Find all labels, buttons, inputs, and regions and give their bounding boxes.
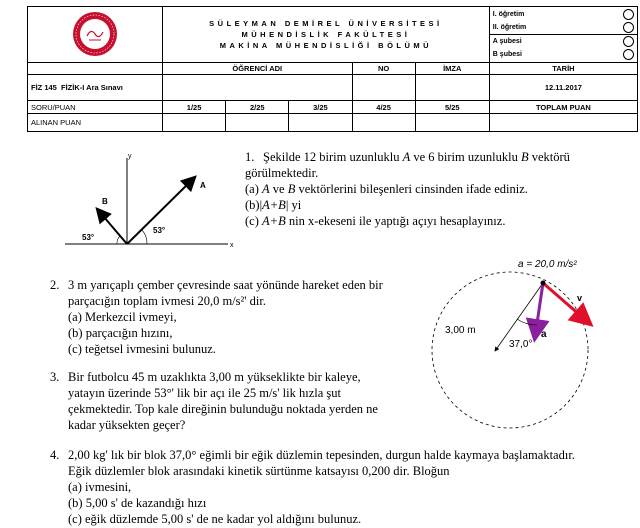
angle-label-right: 53° <box>153 226 166 235</box>
university-title <box>163 7 490 63</box>
department-name: MAKİNA MÜHENDİSLİĞİ BÖLÜMÜ <box>219 41 433 50</box>
signature-label: İMZA <box>415 63 489 75</box>
received-q5[interactable] <box>415 114 489 132</box>
circular-path <box>432 272 588 428</box>
radius-label: 3,00 m <box>445 325 476 336</box>
angle-label-left: 53° <box>82 233 95 242</box>
signature-field[interactable] <box>415 75 489 101</box>
course-cell: FİZ 145 FİZİK-I Ara Sınavı <box>28 75 163 101</box>
vector-a-symbol: A <box>402 150 411 164</box>
velocity-arrow <box>543 283 589 323</box>
vector-b-symbol: B <box>520 150 529 164</box>
student-no-label: NO <box>352 63 415 75</box>
vector-figure <box>60 146 250 256</box>
radio-circle-icon[interactable] <box>623 9 634 20</box>
score-q5: 5/25 <box>415 101 489 114</box>
received-total[interactable] <box>489 114 637 132</box>
question-2: 2. 3 m yarıçaplı çember çevresinde saat yönünde hareket eden bir parçacığın toplam ivmesi 20,0 m/s²' dir. (a) Merkezcil ivmeyi, (b) parçacığın hızını, (c) teğetsel ivmesini bulunuz. <box>50 278 383 356</box>
option-first-education: I. öğretim <box>490 8 637 21</box>
acceleration-label: a <box>541 329 547 340</box>
option-second-education: II. öğretim <box>490 21 637 35</box>
score-q4: 4/25 <box>352 101 415 114</box>
acceleration-magnitude-label: a = 20,0 m/s² <box>518 259 577 270</box>
option-section-a: A şubesi <box>490 35 637 48</box>
vector-b-label: B <box>102 197 108 206</box>
received-score-label: ALINAN PUAN <box>28 114 163 132</box>
option-section-b: B şubesi <box>490 48 637 61</box>
circle-motion-figure <box>425 255 637 440</box>
score-q2: 2/25 <box>226 101 289 114</box>
student-no-field[interactable] <box>352 75 415 101</box>
radio-circle-icon[interactable] <box>623 22 634 33</box>
options-cell <box>489 7 637 63</box>
radio-circle-icon[interactable] <box>623 49 634 60</box>
received-q1[interactable] <box>163 114 226 132</box>
university-name: SÜLEYMAN DEMİREL ÜNİVERSİTESİ <box>209 19 443 28</box>
received-q4[interactable] <box>352 114 415 132</box>
vector-b-arrow <box>98 210 127 244</box>
total-score-label: TOPLAM PUAN <box>489 101 637 114</box>
velocity-label: v <box>577 293 583 303</box>
vector-a-label: A <box>200 181 206 190</box>
logo-cell <box>28 7 163 63</box>
y-axis-label: y <box>128 153 132 160</box>
x-axis-label: x <box>230 242 234 249</box>
university-seal-icon <box>71 10 119 58</box>
question-1: 1. Şekilde 12 birim uzunluklu A ve 6 birim uzunluklu B vektörü görülmektedir. (a) A ve B vektörlerini bileşenleri cinsinden ifade ediniz. (b)|A+B| yi (c) A+B nin x-ekeseni ile yaptığı açıyı hesaplayınız. <box>245 150 570 228</box>
question-score-label: SORU/PUAN <box>28 101 163 114</box>
radio-circle-icon[interactable] <box>623 36 634 47</box>
received-q3[interactable] <box>289 114 352 132</box>
question-4: 4. 2,00 kg' lık bir blok 37,0° eğimli bir eğik düzlemin tepesinden, durgun halde kaymaya başlamaktadır. Eğik düzlemler blok arasındaki kinetik sürtünme katsayısı 0,200 dir. Bloğun (a) ivmesini, (b) 5,00 s' de kazandığı hızı (c) eğik düzlemde 5,00 s' de ne kadar yol aldığını bulunuz. <box>50 448 575 526</box>
student-name-label: ÖĞRENCİ ADI <box>163 63 353 75</box>
exam-date: 12.11.2017 <box>489 75 637 101</box>
received-q2[interactable] <box>226 114 289 132</box>
exam-header-table <box>27 6 638 132</box>
faculty-name: MÜHENDİSLİK FAKÜLTESİ <box>241 30 411 39</box>
question-3: 3. Bir futbolcu 45 m uzaklıkta 3,00 m yükseklikte bir kaleye, yatayın üzerinde 53°' lik bir açı ile 25 m/s' lik hızla şut çekmektedir. Top kale direğinin bulunduğu noktada yerden ne kadar yüksekten geçer? <box>50 370 378 432</box>
angle-label: 37,0° <box>509 339 533 350</box>
score-q1: 1/25 <box>163 101 226 114</box>
date-label: TARİH <box>489 63 637 75</box>
particle-dot <box>541 281 546 286</box>
student-name-field[interactable] <box>163 75 353 101</box>
score-q3: 3/25 <box>289 101 352 114</box>
